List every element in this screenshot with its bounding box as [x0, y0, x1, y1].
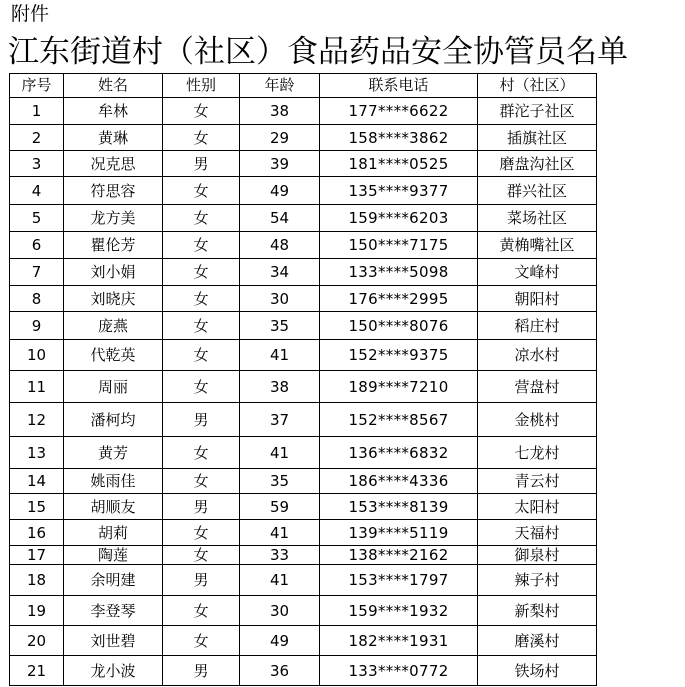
cell-age: 38 — [240, 98, 320, 125]
cell-name: 陶莲 — [64, 546, 163, 565]
cell-community: 太阳村 — [478, 494, 597, 520]
cell-community: 磨盘沟社区 — [478, 151, 597, 177]
cell-age: 41 — [240, 520, 320, 546]
cell-phone: 158****3862 — [320, 125, 478, 151]
cell-seq: 21 — [10, 656, 64, 686]
cell-seq: 4 — [10, 177, 64, 205]
cell-age: 59 — [240, 494, 320, 520]
cell-name: 刘世碧 — [64, 626, 163, 656]
cell-seq: 7 — [10, 259, 64, 286]
cell-seq: 13 — [10, 437, 64, 469]
cell-name: 周丽 — [64, 371, 163, 403]
cell-gender: 女 — [163, 177, 240, 205]
cell-seq: 14 — [10, 469, 64, 494]
cell-community: 文峰村 — [478, 259, 597, 286]
header-age: 年龄 — [240, 74, 320, 98]
cell-gender: 女 — [163, 125, 240, 151]
table-row — [10, 177, 597, 205]
cell-community: 营盘村 — [478, 371, 597, 403]
cell-phone: 177****6622 — [320, 98, 478, 125]
cell-phone: 182****1931 — [320, 626, 478, 656]
cell-gender: 女 — [163, 437, 240, 469]
cell-phone: 159****6203 — [320, 205, 478, 232]
table-row — [10, 371, 597, 403]
header-community: 村（社区） — [478, 74, 597, 98]
cell-seq: 1 — [10, 98, 64, 125]
cell-community: 新梨村 — [478, 596, 597, 626]
cell-age: 39 — [240, 151, 320, 177]
cell-community: 青云村 — [478, 469, 597, 494]
table-row — [10, 151, 597, 177]
cell-name: 黄琳 — [64, 125, 163, 151]
cell-name: 瞿伦芳 — [64, 232, 163, 259]
cell-phone: 159****1932 — [320, 596, 478, 626]
cell-age: 48 — [240, 232, 320, 259]
cell-community: 凉水村 — [478, 340, 597, 371]
cell-gender: 女 — [163, 98, 240, 125]
table-body — [10, 98, 597, 686]
table-row — [10, 546, 597, 565]
cell-phone: 133****5098 — [320, 259, 478, 286]
cell-name: 胡莉 — [64, 520, 163, 546]
cell-age: 30 — [240, 596, 320, 626]
cell-age: 41 — [240, 437, 320, 469]
cell-community: 插旗社区 — [478, 125, 597, 151]
cell-community: 群沱子社区 — [478, 98, 597, 125]
cell-seq: 10 — [10, 340, 64, 371]
cell-gender: 男 — [163, 403, 240, 437]
cell-community: 磨溪村 — [478, 626, 597, 656]
cell-age: 49 — [240, 177, 320, 205]
cell-seq: 3 — [10, 151, 64, 177]
cell-seq: 11 — [10, 371, 64, 403]
cell-community: 菜场社区 — [478, 205, 597, 232]
cell-community: 七龙村 — [478, 437, 597, 469]
table-row — [10, 520, 597, 546]
cell-age: 36 — [240, 656, 320, 686]
table-row — [10, 626, 597, 656]
cell-name: 龙方美 — [64, 205, 163, 232]
coordinator-table — [9, 73, 597, 686]
table-row — [10, 98, 597, 125]
cell-seq: 15 — [10, 494, 64, 520]
cell-community: 朝阳村 — [478, 286, 597, 312]
cell-gender: 女 — [163, 626, 240, 656]
cell-name: 姚雨佳 — [64, 469, 163, 494]
cell-age: 29 — [240, 125, 320, 151]
cell-gender: 女 — [163, 520, 240, 546]
cell-seq: 19 — [10, 596, 64, 626]
cell-gender: 男 — [163, 565, 240, 596]
cell-seq: 5 — [10, 205, 64, 232]
cell-seq: 17 — [10, 546, 64, 565]
cell-community: 御泉村 — [478, 546, 597, 565]
cell-age: 30 — [240, 286, 320, 312]
cell-name: 胡顺友 — [64, 494, 163, 520]
header-seq: 序号 — [10, 74, 64, 98]
cell-phone: 152****8567 — [320, 403, 478, 437]
cell-gender: 女 — [163, 371, 240, 403]
table-row — [10, 286, 597, 312]
cell-phone: 133****0772 — [320, 656, 478, 686]
cell-gender: 女 — [163, 469, 240, 494]
cell-seq: 12 — [10, 403, 64, 437]
cell-phone: 189****7210 — [320, 371, 478, 403]
table-row — [10, 232, 597, 259]
table-row — [10, 656, 597, 686]
cell-seq: 18 — [10, 565, 64, 596]
cell-community: 天福村 — [478, 520, 597, 546]
cell-community: 黄桷嘴社区 — [478, 232, 597, 259]
cell-seq: 6 — [10, 232, 64, 259]
table-row — [10, 125, 597, 151]
cell-phone: 153****1797 — [320, 565, 478, 596]
cell-name: 李登琴 — [64, 596, 163, 626]
cell-seq: 9 — [10, 312, 64, 340]
cell-age: 33 — [240, 546, 320, 565]
header-name: 姓名 — [64, 74, 163, 98]
cell-name: 刘小娟 — [64, 259, 163, 286]
cell-age: 41 — [240, 565, 320, 596]
cell-age: 34 — [240, 259, 320, 286]
cell-age: 49 — [240, 626, 320, 656]
table-header-row — [10, 74, 597, 98]
cell-name: 刘晓庆 — [64, 286, 163, 312]
cell-community: 辣子村 — [478, 565, 597, 596]
cell-community: 铁场村 — [478, 656, 597, 686]
cell-seq: 2 — [10, 125, 64, 151]
cell-seq: 20 — [10, 626, 64, 656]
cell-gender: 女 — [163, 546, 240, 565]
document-title: 江东街道村（社区）食品药品安全协管员名单 — [8, 34, 628, 70]
cell-phone: 138****2162 — [320, 546, 478, 565]
cell-age: 37 — [240, 403, 320, 437]
cell-gender: 女 — [163, 596, 240, 626]
cell-seq: 8 — [10, 286, 64, 312]
table-row — [10, 205, 597, 232]
cell-name: 黄芳 — [64, 437, 163, 469]
cell-name: 代乾英 — [64, 340, 163, 371]
table-row — [10, 437, 597, 469]
table-row — [10, 596, 597, 626]
cell-phone: 135****9377 — [320, 177, 478, 205]
table-row — [10, 494, 597, 520]
cell-phone: 139****5119 — [320, 520, 478, 546]
cell-phone: 136****6832 — [320, 437, 478, 469]
cell-name: 符思容 — [64, 177, 163, 205]
cell-name: 庞燕 — [64, 312, 163, 340]
cell-gender: 女 — [163, 259, 240, 286]
table-row — [10, 340, 597, 371]
cell-age: 38 — [240, 371, 320, 403]
header-gender: 性别 — [163, 74, 240, 98]
cell-gender: 女 — [163, 205, 240, 232]
cell-gender: 男 — [163, 494, 240, 520]
cell-name: 况克思 — [64, 151, 163, 177]
cell-phone: 152****9375 — [320, 340, 478, 371]
cell-phone: 153****8139 — [320, 494, 478, 520]
header-phone: 联系电话 — [320, 74, 478, 98]
table-row — [10, 259, 597, 286]
cell-phone: 186****4336 — [320, 469, 478, 494]
cell-community: 群兴社区 — [478, 177, 597, 205]
cell-gender: 女 — [163, 232, 240, 259]
cell-phone: 150****8076 — [320, 312, 478, 340]
cell-community: 金桃村 — [478, 403, 597, 437]
cell-gender: 女 — [163, 340, 240, 371]
attachment-label: 附件 — [11, 3, 50, 25]
cell-age: 35 — [240, 312, 320, 340]
cell-seq: 16 — [10, 520, 64, 546]
cell-gender: 男 — [163, 151, 240, 177]
table-row — [10, 403, 597, 437]
cell-age: 41 — [240, 340, 320, 371]
table-row — [10, 312, 597, 340]
cell-name: 余明建 — [64, 565, 163, 596]
cell-gender: 男 — [163, 656, 240, 686]
cell-gender: 女 — [163, 286, 240, 312]
cell-phone: 150****7175 — [320, 232, 478, 259]
cell-name: 潘柯均 — [64, 403, 163, 437]
cell-name: 牟林 — [64, 98, 163, 125]
cell-phone: 176****2995 — [320, 286, 478, 312]
table-row — [10, 565, 597, 596]
cell-name: 龙小波 — [64, 656, 163, 686]
cell-community: 稻庄村 — [478, 312, 597, 340]
cell-age: 35 — [240, 469, 320, 494]
table-row — [10, 469, 597, 494]
cell-age: 54 — [240, 205, 320, 232]
cell-phone: 181****0525 — [320, 151, 478, 177]
cell-gender: 女 — [163, 312, 240, 340]
